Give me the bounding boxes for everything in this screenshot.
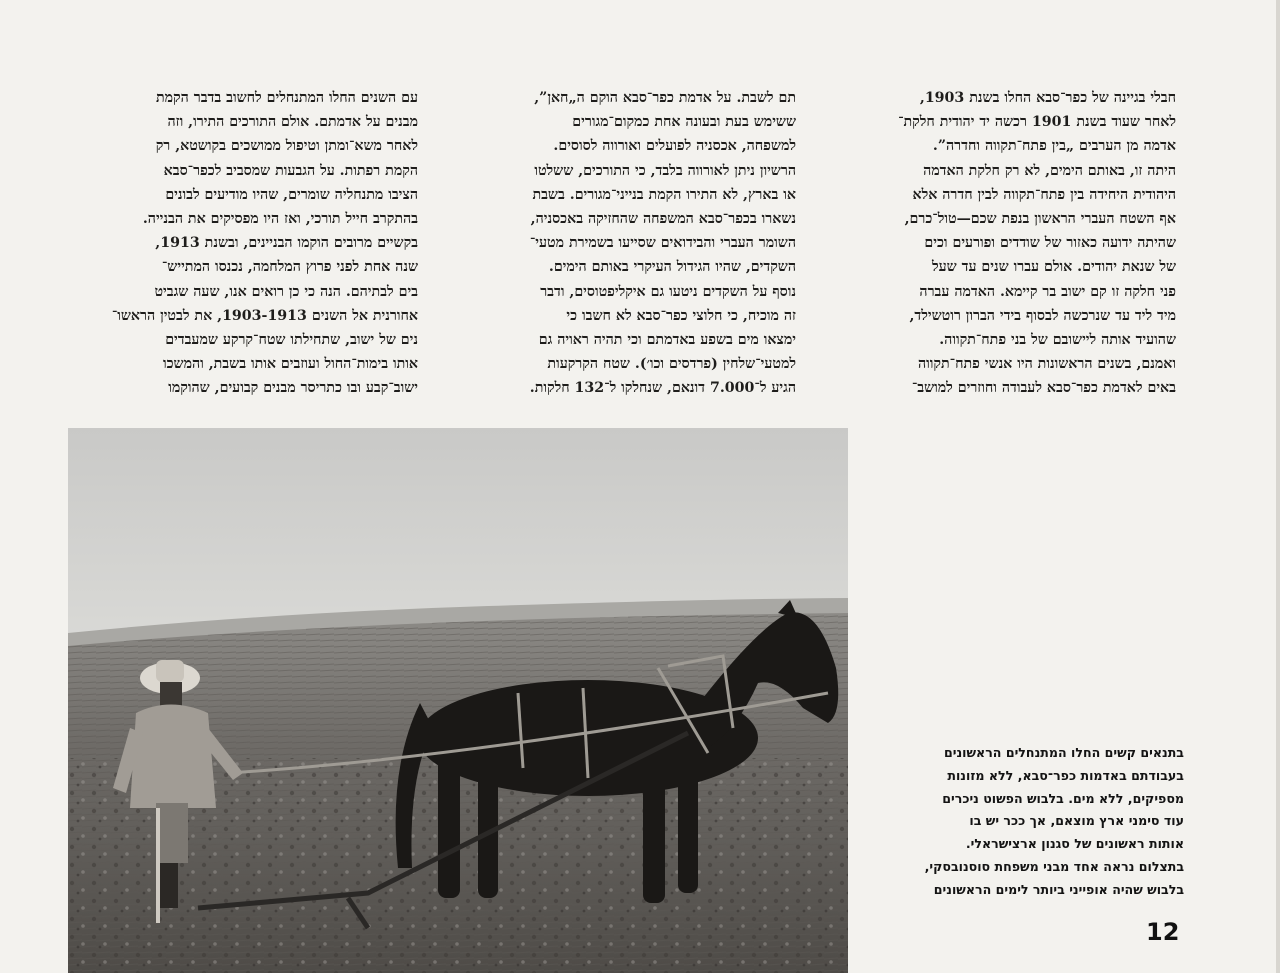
text-line: הציבו מתנחליה שומרים, שהיו מודיעים לבונים (165, 186, 418, 203)
text-line: הרשיון ניתן לאורווה בלבד, כי התורכים, ששלטו (534, 162, 796, 179)
text-line: בים לבתיהם. הנה כי כן רואים אנו, שעה שגביט (154, 283, 418, 300)
text-line: שהיתה ידועה כאזור של שודדים ופורעים וכים (924, 235, 1176, 252)
text-column-left (78, 86, 418, 401)
text-line: נשארו בכפר־סבא המשפחה שהחזיקה באכסניה, (530, 211, 796, 228)
caption-line: בלבוש שהיה אופייני ביותר לימים הראשונים (933, 881, 1184, 897)
text-column-right (832, 86, 1176, 401)
text-line: אותו בימות־החול ועוזבים אותו בשבת, והמשכו (162, 356, 418, 373)
text-line: אדמה מן הערבים „בין פתח־תקווה וחדרה”. (932, 138, 1176, 155)
text-line: לאחר שעוד בשנת 1901 רכשה יד יהודית חלקת־ (898, 114, 1176, 131)
text-line: מבנים על אדמתם. אולם התורכים התירו, וזה (167, 114, 418, 131)
text-line: למשפחה, אכסניה לפועלים ואורווה לסוסים. (553, 138, 796, 155)
text-line: באים לאדמת כפר־סבא לעבודה וחוזרים למושב־ (911, 380, 1176, 397)
text-line: בהתקרב חייל תורכי, ואז היו מפסיקים את הבנייה. (142, 211, 418, 228)
text-line: ששימש בעת ובעונה אחת כמקום־מגורים (572, 114, 796, 131)
text-line: הקמת רפתות. על הגבעות שמסביב לכפר־סבא (163, 162, 418, 179)
caption-line: בתנאים קשים החלו המתנחלים הראשונים (943, 745, 1184, 760)
text-line: מיד ליד עד שנרכשה לבסוף בידי הברון רוטשילד, (909, 307, 1176, 324)
text-line: של שנאת יהודים. אולם עברו שנים עד שעל (931, 259, 1176, 276)
text-line: פני חלקה זו קם ישוב בר קיימא. האדמה עברה (919, 283, 1176, 300)
text-line: נים של ישוב, שתחילתו שטח־קרקע שמעבדים (165, 332, 418, 349)
caption-line: בעבודתם באדמות כפר־סבא, ללא מזונות (947, 767, 1184, 783)
caption-line: אותות ראשונים של סגנון ארצישראלי. (965, 836, 1184, 852)
text-line: הגיע ל־7.000 דונאם, שנחלקו ל־132 חלקות. (529, 380, 796, 397)
text-line: לאחר משא־ומתן וטיפול ממושכים בקושטא, רק (155, 138, 418, 155)
text-line: השקדים, שהיו הגידול העיקרי באותם הימים. (548, 259, 796, 276)
page-edge (1276, 0, 1280, 973)
text-line: ישוב־קבע ובו כתריסר מבנים קבועים, שהוקמו (168, 380, 418, 397)
text-line: אף השטח העברי הראשון בנפת שכם—טול־כרם, (904, 211, 1176, 228)
photograph-farmer-plowing (68, 428, 848, 973)
text-line: בקשיים מרובים הוקמו הבניינים, ובשנת 1913, (155, 235, 418, 252)
text-line: אחורנית אל השנים 1903-1913, את לבטין הראשו־ (111, 307, 418, 324)
text-line: נוסף על השקדים ניטעו גם איקליפטוסים, ודבר (540, 283, 796, 300)
text-line: חבלי בגיינה של כפר־סבא החלו בשנת 1903, (919, 90, 1176, 106)
caption-line: עוד סימני ארץ מוצאם, אך ככר יש בו (969, 813, 1184, 829)
text-column-middle (450, 86, 796, 401)
text-line: למטעי־שלחין (פרדסים וכו׳). שטח הקרקעות (547, 356, 796, 373)
text-line: היהודית היחידה בין פתח־תקווה לבין חדרה אלא (912, 186, 1176, 203)
page-number: 12 (1146, 918, 1180, 946)
text-line: השומר העברי והבידואים שסייעו בשמירת מטעי־ (529, 235, 796, 252)
text-line: ימצאו מים בשפע באדמתם וכי תהיה ראויה גם (538, 332, 796, 349)
text-line: או בארץ, לא התירו הקמת בנייני־מגורים. בשבת (532, 186, 796, 203)
caption-line: מספיקים, ללא מים. בלבוש הפשוט ניכרים (942, 790, 1184, 806)
photo-caption (868, 742, 1184, 902)
text-line: ואמנם, בשנים הראשונות היו אנשי פתח־תקווה (918, 356, 1176, 373)
caption-line: בתצלום נראה אחד מבני משפחת סוסנובסקי, (924, 858, 1184, 874)
text-line: היתה זו, באותם הימים, לא רק חלקת האדמה (923, 162, 1176, 179)
text-line: שנה אחת לפני פרוץ המלחמה, נכנסו המתייש־ (161, 259, 418, 276)
text-line: תם לשבת. על אדמת כפר־סבא הוקם ה„חאן”, (534, 90, 796, 106)
text-line: זה מוכיח, כי חלוצי כפר־סבא לא חשבו כי (566, 307, 796, 324)
text-line: שהועיד אותה ליישובם של בני פתח־תקווה. (939, 332, 1176, 349)
text-line: עם השנים החלו המתנחלים לחשוב בדבר הקמת (155, 90, 418, 106)
